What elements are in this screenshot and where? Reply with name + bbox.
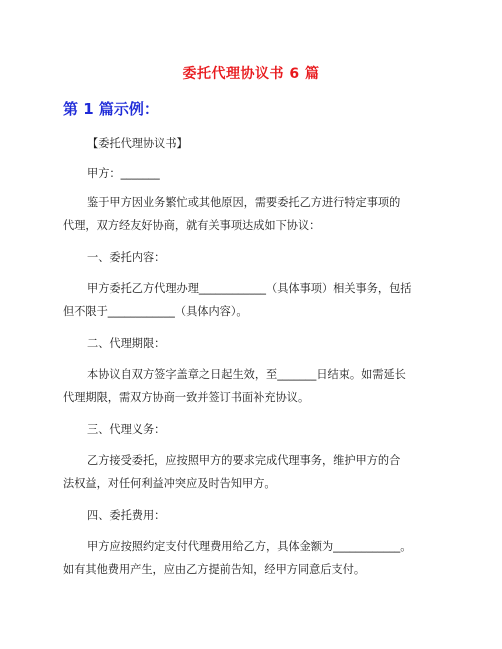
clause-3-line-1: 乙方接受委托，应按照甲方的要求完成代理事务，维护甲方的合 [87,454,401,467]
clause-2-line-1: 本协议自双方签字盖章之日起生效，至_______日结束。如需延长 [87,368,406,381]
section-heading: 第 1 篇示例： [63,100,159,118]
clause-4-line-1: 甲方应按照约定支付代理费用给乙方，具体金额为____________。 [87,540,412,553]
clause-heading-3: 三、代理义务： [87,423,166,436]
agreement-title-line: 【委托代理协议书】 [87,137,188,150]
clause-3-line-2: 法权益，对任何利益冲突应及时告知甲方。 [63,477,276,490]
document-title: 委托代理协议书 6 篇 [182,66,320,82]
clause-1-line-1: 甲方委托乙方代理办理____________（具体事项）相关事务，包括 [87,282,412,295]
clause-2-line-2: 代理期限，需双方协商一致并签订书面补充协议。 [63,391,310,404]
clause-1-line-2: 但不限于____________（具体内容）。 [63,305,248,318]
party-a-line: 甲方：_______ [87,167,160,180]
clause-4-line-2: 如有其他费用产生，应由乙方提前告知，经甲方同意后支付。 [63,563,366,576]
preamble-line-1: 鉴于甲方因业务繁忙或其他原因，需要委托乙方进行特定事项的 [87,196,401,209]
clause-heading-4: 四、委托费用： [87,509,166,522]
clause-heading-1: 一、委托内容： [87,251,166,264]
preamble-line-2: 代理，双方经友好协商，就有关事项达成如下协议： [63,219,321,232]
clause-heading-2: 二、代理期限： [87,337,166,350]
